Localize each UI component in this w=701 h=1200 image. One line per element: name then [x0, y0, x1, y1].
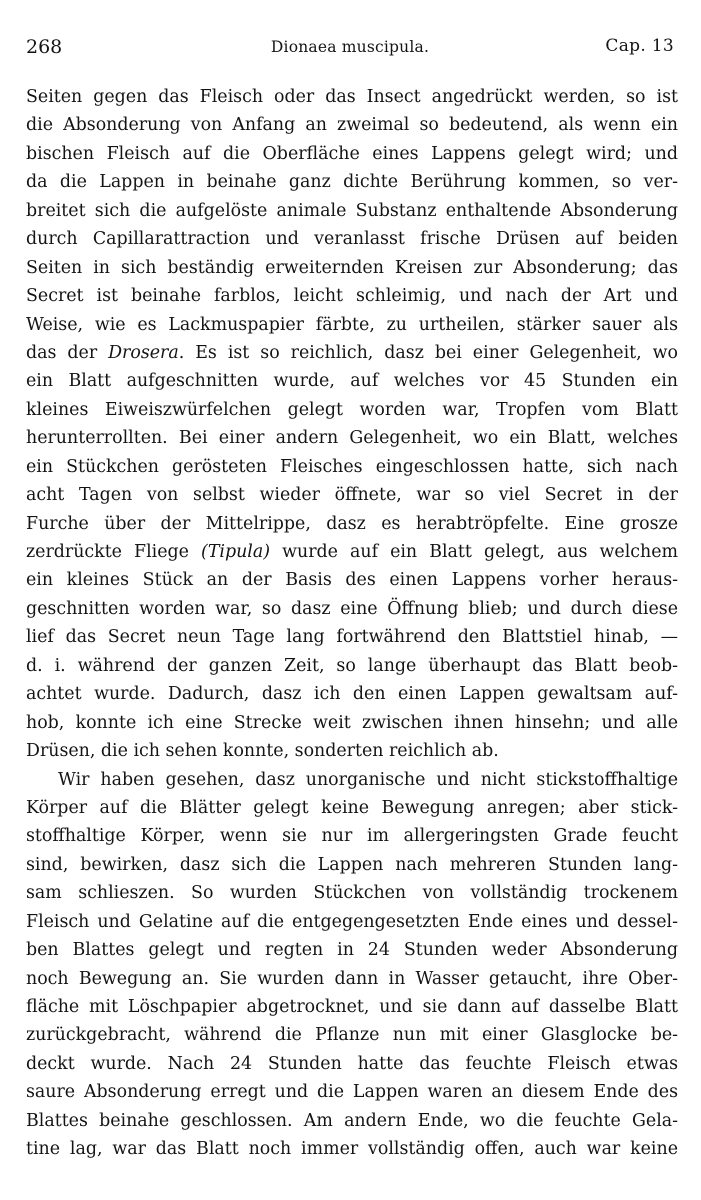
page-header [26, 36, 674, 64]
body-text [26, 83, 678, 1164]
text-line: hob, konnte ich eine Strecke weit zwischen ihnen hinsehn; und alle [26, 712, 678, 733]
text-line: saure Absonderung erregt und die Lappen waren an diesem Ende des [26, 1082, 678, 1103]
text-line: Fleisch und Gelatine auf die entgegengesetzten Ende eines und dessel- [26, 911, 678, 932]
paragraph [26, 83, 678, 766]
running-title: Dionaea muscipula. [270, 38, 430, 56]
chapter-label: Cap. 13 [605, 36, 674, 56]
text-line: ein kleines Stück an der Basis des einen Lappens vorher heraus- [26, 570, 678, 591]
text-line: zerdrückte Fliege (Tipula) wurde auf ein Blatt gelegt, aus welchem [26, 542, 678, 562]
text-line: Blattes beinahe geschlossen. Am andern Ende, wo die feuchte Gela- [26, 1110, 678, 1131]
text-line: durch Capillarattraction und veranlasst frische Drüsen auf beiden [26, 229, 678, 250]
text-line: Wir haben gesehen, dasz unorganische und nicht stickstoffhaltige [58, 769, 678, 790]
text-line: d. i. während der ganzen Zeit, so lange überhaupt das Blatt beob- [26, 655, 678, 676]
text-line: zurückgebracht, während die Pflanze nun mit einer Glasglocke be- [26, 1025, 678, 1046]
page-number: 268 [26, 36, 63, 58]
text-line: herunterrollten. Bei einer andern Gelegenheit, wo ein Blatt, welches [26, 428, 678, 449]
text-line: breitet sich die aufgelöste animale Substanz enthaltende Absonderung [26, 200, 678, 221]
text-line: acht Tagen von selbst wieder öffnete, war so viel Secret in der [26, 485, 678, 506]
text-line: deckt wurde. Nach 24 Stunden hatte das feuchte Fleisch etwas [26, 1053, 678, 1074]
paragraph [26, 766, 678, 1164]
text-line: tine lag, war das Blatt noch immer vollständig offen, auch war keine [26, 1139, 678, 1160]
text-line: lief das Secret neun Tage lang fortwährend den Blattstiel hinab, — [26, 627, 678, 648]
text-line: bischen Fleisch auf die Oberfläche eines Lappens gelegt wird; und [26, 143, 678, 164]
text-line: stoffhaltige Körper, wenn sie nur im allergeringsten Grade feucht [26, 826, 678, 847]
text-line: kleines Eiweiszwürfelchen gelegt worden war, Tropfen vom Blatt [26, 399, 678, 420]
text-line: Furche über der Mittelrippe, dasz es herabtröpfelte. Eine grosze [26, 513, 678, 534]
text-line: das der Drosera. Es ist so reichlich, dasz bei einer Gelegenheit, wo [26, 342, 678, 363]
text-line: sam schlieszen. So wurden Stückchen von vollständig trockenem [26, 883, 678, 904]
text-line: die Absonderung von Anfang an zweimal so bedeutend, als wenn ein [26, 115, 678, 136]
text-line: ben Blattes gelegt und regten in 24 Stunden weder Absonderung [26, 940, 678, 961]
text-line: Weise, wie es Lackmuspapier färbte, zu urtheilen, stärker sauer als [26, 314, 678, 335]
text-line: sind, bewirken, dasz sich die Lappen nach mehreren Stunden lang- [26, 854, 678, 875]
text-line: noch Bewegung an. Sie wurden dann in Wasser getaucht, ihre Ober- [26, 968, 678, 989]
text-line: Secret ist beinahe farblos, leicht schleimig, und nach der Art und [26, 286, 678, 307]
text-line: fläche mit Löschpapier abgetrocknet, und sie dann auf dasselbe Blatt [26, 997, 678, 1017]
text-line: ein Blatt aufgeschnitten wurde, auf welches vor 45 Stunden ein [26, 371, 678, 392]
text-line: ein Stückchen gerösteten Fleisches eingeschlossen hatte, sich nach [26, 456, 678, 477]
text-line: Seiten in sich beständig erweiternden Kreisen zur Absonderung; das [26, 257, 678, 278]
text-line: achtet wurde. Dadurch, dasz ich den einen Lappen gewaltsam auf- [26, 684, 678, 705]
text-line: geschnitten worden war, so dasz eine Öffnung blieb; und durch diese [26, 598, 678, 619]
text-line: Körper auf die Blätter gelegt keine Bewegung anregen; aber stick- [26, 797, 678, 818]
text-line: da die Lappen in beinahe ganz dichte Berührung kommen, so ver- [26, 172, 678, 193]
text-line: Seiten gegen das Fleisch oder das Insect angedrückt werden, so ist [26, 87, 678, 107]
text-line: Drüsen, die ich sehen konnte, sonderten reichlich ab. [26, 741, 499, 762]
